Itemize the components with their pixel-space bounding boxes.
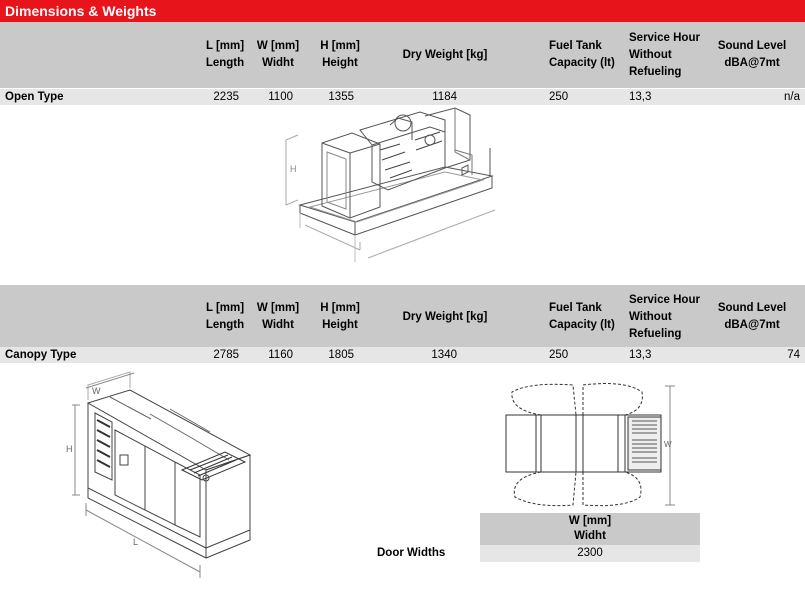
- col-width-unit: W [mm]: [256, 40, 300, 52]
- open-type-header: [0, 22, 805, 88]
- door-widths-label: Door Widths: [377, 547, 446, 559]
- canopy-type-height: 1805: [328, 349, 354, 361]
- canopy-dim-l-label: L: [133, 537, 139, 547]
- canopy-type-label: Canopy Type: [5, 349, 77, 361]
- canopy-col-sound-level-label: Sound Level: [717, 302, 787, 314]
- col-service-hour-line2: Without: [629, 49, 672, 61]
- col-length-unit: L [mm]: [205, 40, 245, 52]
- canopy-col-length-header: [200, 300, 250, 334]
- col-dry-weight-header: Dry Weight [kg]: [402, 49, 488, 61]
- open-type-fuel-tank: 250: [549, 91, 569, 103]
- canopy-type-sound-level: 74: [787, 349, 800, 361]
- door-width-value: 2300: [480, 545, 700, 562]
- col-height-header: [312, 38, 368, 72]
- col-length-header: [200, 38, 250, 72]
- open-type-label: Open Type: [5, 91, 64, 103]
- col-sound-level-header: [712, 38, 792, 72]
- canopy-col-service-hour-line3: Refueling: [629, 328, 682, 340]
- col-sound-level-label: Sound Level: [717, 40, 787, 52]
- canopy-col-service-hour-line1: Service Hour: [629, 294, 700, 306]
- canopy-col-dry-weight-header: Dry Weight [kg]: [402, 311, 488, 323]
- col-sound-level-unit: dBA@7mt: [724, 57, 780, 69]
- canopy-col-width-unit: W [mm]: [256, 302, 300, 314]
- section-title: Dimensions & Weights: [0, 0, 805, 22]
- col-fuel-tank-unit: Capacity (lt): [549, 57, 615, 69]
- col-height-label: Height: [322, 57, 358, 69]
- canopy-col-length-unit: L [mm]: [205, 302, 245, 314]
- canopy-col-sound-level-header: [712, 300, 792, 334]
- canopy-col-height-unit: H [mm]: [320, 302, 360, 314]
- open-type-sound-level: n/a: [784, 91, 800, 103]
- open-type-width: 1100: [268, 91, 293, 103]
- col-fuel-tank-label: Fuel Tank: [549, 40, 602, 52]
- canopy-type-length: 2785: [213, 349, 239, 361]
- canopy-type-header: [0, 285, 805, 348]
- open-type-dry-weight: 1184: [432, 91, 457, 103]
- canopy-type-fuel-tank: 250: [549, 349, 569, 361]
- door-width-label: Widht: [574, 530, 606, 542]
- open-type-length: 2235: [213, 91, 239, 103]
- open-type-height: 1355: [328, 91, 354, 103]
- canopy-col-service-hour-header: [629, 292, 700, 343]
- canopy-col-sound-level-unit: dBA@7mt: [724, 319, 780, 331]
- canopy-col-height-header: [312, 300, 368, 334]
- canopy-type-service-hour: 13,3: [629, 349, 652, 361]
- canopy-col-width-header: [252, 300, 304, 334]
- open-type-service-hour: 13,3: [629, 91, 652, 103]
- col-height-unit: H [mm]: [320, 40, 360, 52]
- canopy-col-width-label: Widht: [262, 319, 294, 331]
- canopy-type-row: [0, 347, 805, 363]
- canopy-dim-h-label: H: [66, 444, 73, 454]
- canopy-col-fuel-tank-header: [549, 300, 615, 334]
- col-width-header: [252, 38, 304, 72]
- col-service-hour-line3: Refueling: [629, 66, 682, 78]
- open-type-row: [0, 89, 805, 105]
- col-length-label: Length: [205, 57, 245, 69]
- door-width-unit: W [mm]: [568, 515, 612, 527]
- canopy-col-fuel-tank-unit: Capacity (lt): [549, 319, 615, 331]
- canopy-dim-w-label: W: [92, 386, 101, 396]
- canopy-col-height-label: Height: [322, 319, 358, 331]
- canopy-col-service-hour-line2: Without: [629, 311, 672, 323]
- col-fuel-tank-header: [549, 38, 615, 72]
- col-service-hour-line1: Service Hour: [629, 32, 700, 44]
- door-width-header: [480, 513, 700, 545]
- col-service-hour-header: [629, 30, 700, 81]
- col-width-label: Widht: [262, 57, 294, 69]
- door-dim-w-label: W: [664, 440, 672, 449]
- canopy-col-fuel-tank-label: Fuel Tank: [549, 302, 602, 314]
- canopy-type-dry-weight: 1340: [431, 349, 457, 361]
- open-dim-h-label: H: [290, 164, 297, 174]
- canopy-type-width: 1160: [268, 349, 293, 361]
- canopy-col-length-label: Length: [205, 319, 245, 331]
